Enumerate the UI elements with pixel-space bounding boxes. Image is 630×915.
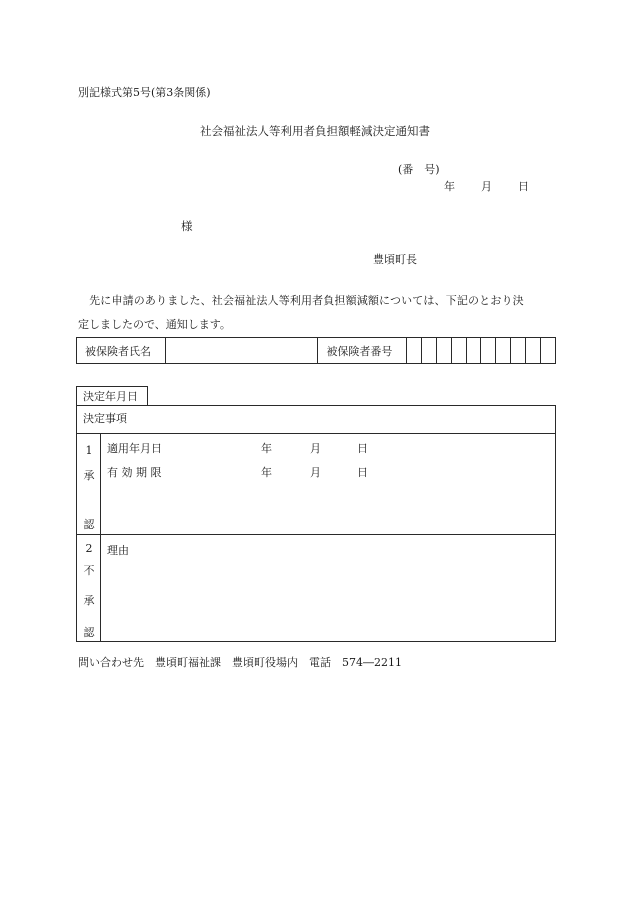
- decision-box: [76, 405, 556, 642]
- insured-name-field[interactable]: [165, 338, 318, 364]
- valid-period-day: 日: [357, 466, 368, 479]
- valid-period-year: 年: [261, 466, 272, 479]
- contact-footer: 問い合わせ先 豊頃町福祉課 豊頃町役場内 電話 574―2211: [78, 656, 402, 669]
- insured-number-digit[interactable]: [451, 338, 466, 364]
- rejected-number: 2: [85, 542, 93, 555]
- approved-side-label: [77, 434, 101, 534]
- insured-number-digit[interactable]: [481, 338, 496, 364]
- insured-number-digit[interactable]: [540, 338, 555, 364]
- rejected-char: 不: [83, 564, 95, 577]
- approved-section: [77, 434, 555, 535]
- insured-info-table: [76, 337, 556, 364]
- insured-number-digit[interactable]: [406, 338, 421, 364]
- form-reference: 別記様式第5号(第3条関係): [78, 86, 211, 99]
- issue-date-year: 年: [444, 180, 455, 193]
- insured-number-digit[interactable]: [421, 338, 436, 364]
- decision-matters-label: 決定事項: [77, 406, 555, 434]
- insured-number-digit[interactable]: [436, 338, 451, 364]
- body-text-line-1: 先に申請のありました、社会福祉法人等利用者負担額減額については、下記のとおり決: [89, 294, 524, 307]
- insured-number-digit[interactable]: [466, 338, 481, 364]
- rejected-char: 承: [83, 594, 95, 607]
- approved-number: 1: [85, 444, 93, 457]
- insured-number-digit[interactable]: [496, 338, 511, 364]
- issue-date: [444, 178, 529, 194]
- apply-date-month: 月: [310, 442, 321, 455]
- apply-date-day: 日: [357, 442, 368, 455]
- reason-label: 理由: [107, 544, 129, 557]
- approved-char: 承: [83, 469, 95, 482]
- body-text-line-2: 定しましたので、通知します。: [78, 318, 231, 331]
- apply-date-label: 適用年月日: [107, 442, 162, 455]
- insured-number-label: 被保険者番号: [318, 338, 407, 364]
- valid-period-label: 有 効 期 限: [107, 466, 162, 479]
- rejected-side-label: [77, 535, 101, 641]
- valid-period-month: 月: [310, 466, 321, 479]
- document-number-label: (番 号): [398, 163, 440, 176]
- rejected-section: [77, 535, 555, 641]
- insured-number-digit[interactable]: [511, 338, 526, 364]
- issue-date-month: 月: [481, 180, 492, 193]
- insured-number-digit[interactable]: [526, 338, 541, 364]
- issue-date-day: 日: [518, 180, 529, 193]
- decision-date-label: 決定年月日: [76, 386, 148, 405]
- apply-date-year: 年: [261, 442, 272, 455]
- page-title: 社会福祉法人等利用者負担額軽減決定通知書: [200, 124, 430, 138]
- insured-name-label: 被保険者氏名: [77, 338, 166, 364]
- addressee-suffix: 様: [181, 219, 193, 233]
- approved-char: 認: [83, 518, 95, 531]
- issuer: 豊頃町長: [373, 253, 417, 266]
- rejected-char: 認: [83, 626, 95, 639]
